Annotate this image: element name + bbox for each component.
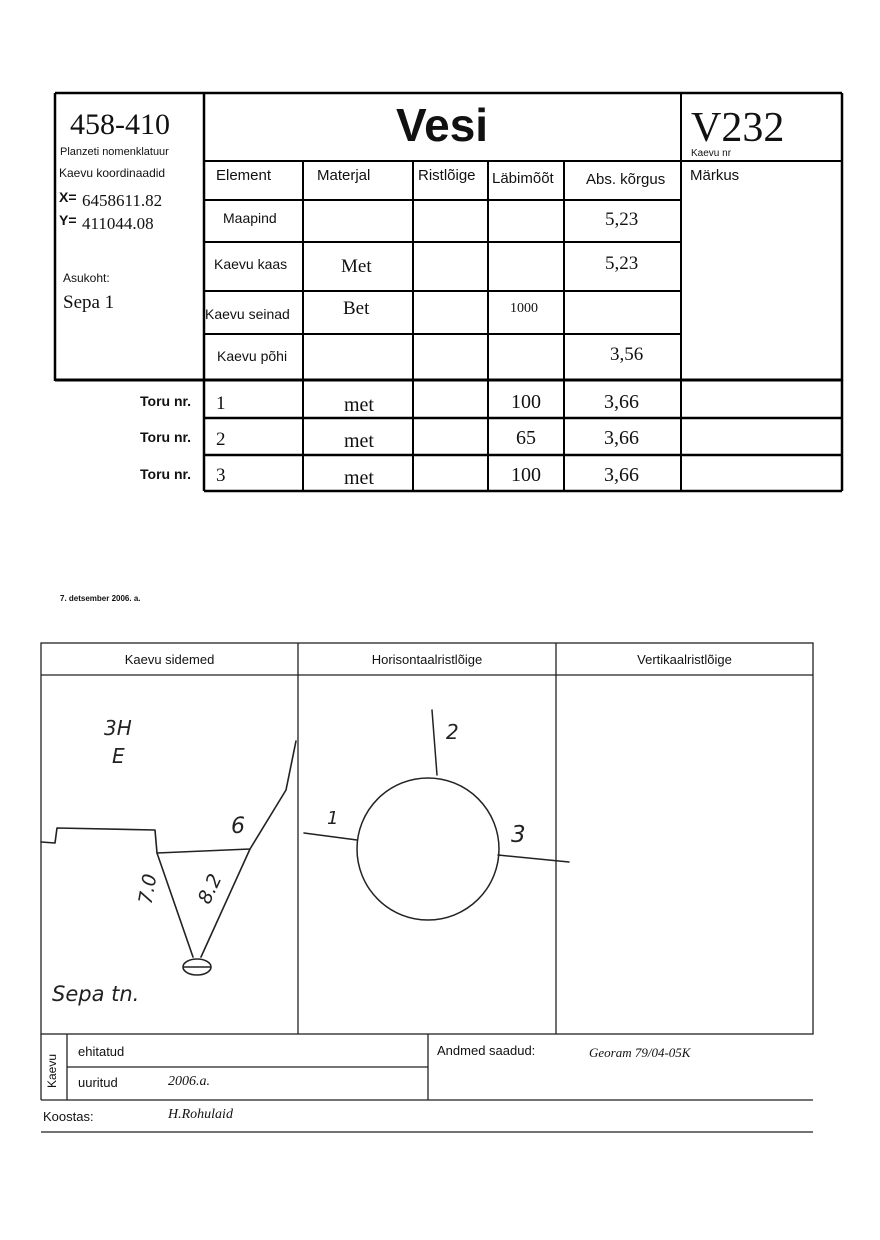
- sketch-label-pipe: 1: [327, 808, 339, 829]
- well-number-label: Kaevu nr: [691, 148, 732, 159]
- footer-source-value: Georam 79/04-05K: [589, 1045, 691, 1060]
- pipe-diameter: 65: [516, 427, 536, 449]
- well-number-value: V232: [691, 105, 785, 151]
- pipe-diameter: 100: [511, 464, 541, 486]
- footer-source-label: Andmed saadud:: [437, 1043, 536, 1058]
- sketch-label-pipe: 2: [446, 720, 459, 744]
- x-value: 6458611.82: [82, 191, 163, 210]
- pipe-height: 3,66: [604, 427, 639, 449]
- pipe-label: Toru nr.: [140, 393, 192, 409]
- sketch-label-street: Sepa tn.: [52, 982, 140, 1006]
- panel-title-horizontal-section: Horisontaalristlõige: [371, 652, 483, 667]
- col-header-material: Materjal: [317, 167, 371, 184]
- location-value: Sepa 1: [63, 292, 115, 313]
- row-height: 5,23: [605, 209, 639, 230]
- y-value: 411044.08: [82, 214, 154, 233]
- page-title: Vesi: [396, 99, 489, 151]
- sketch-label-house-sub: E: [112, 744, 125, 768]
- row-element: Kaevu seinad: [205, 306, 290, 322]
- nomenclature-value: 458-410: [70, 108, 170, 141]
- col-header-element: Element: [216, 167, 272, 184]
- sketch-label-distance: 6: [231, 814, 245, 839]
- pipe-label: Toru nr.: [140, 429, 192, 445]
- row-element: Kaevu põhi: [217, 348, 288, 364]
- nomenclature-label: Planzeti nomenklatuur: [60, 146, 169, 158]
- footer-surveyed-label: uuritud: [78, 1075, 118, 1090]
- y-label: Y=: [59, 212, 77, 228]
- pipe-material: met: [344, 394, 374, 416]
- row-height: 5,23: [605, 253, 639, 274]
- pipe-material: met: [344, 430, 374, 452]
- row-element: Maapind: [223, 210, 277, 226]
- row-material: Met: [341, 256, 372, 277]
- document-date: 7. detsember 2006. a.: [60, 594, 141, 603]
- sketch-label-house: 3H: [104, 716, 132, 740]
- x-label: X=: [59, 189, 77, 205]
- coords-label: Kaevu koordinaadid: [59, 166, 166, 180]
- row-diameter: 1000: [510, 301, 538, 316]
- panel-title-vertical-section: Vertikaalristlõige: [637, 652, 732, 667]
- pipe-material: met: [344, 467, 374, 489]
- row-material: Bet: [343, 298, 370, 319]
- row-height: 3,56: [610, 344, 644, 365]
- location-sketch: [41, 741, 296, 975]
- sketch-label-distance: 8.2: [193, 870, 227, 908]
- horizontal-section-sketch: [304, 710, 569, 920]
- pipe-number: 2: [216, 429, 226, 450]
- col-header-cross-section: Ristlõige: [418, 167, 476, 184]
- pipe-diameter: 100: [511, 391, 541, 413]
- pipe-number: 3: [216, 465, 226, 486]
- col-header-remarks: Märkus: [690, 167, 740, 184]
- footer-side-label: Kaevu: [45, 1053, 59, 1088]
- footer-compiled-label: Koostas:: [43, 1109, 94, 1124]
- footer-compiled-value: H.Rohulaid: [168, 1107, 233, 1122]
- pipe-height: 3,66: [604, 464, 639, 486]
- panel-title-connections: Kaevu sidemed: [124, 652, 215, 667]
- location-label: Asukoht:: [63, 271, 110, 285]
- pipe-height: 3,66: [604, 391, 639, 413]
- footer-surveyed-value: 2006.a.: [168, 1074, 210, 1089]
- pipe-number: 1: [216, 393, 226, 414]
- col-header-height: Abs. kõrgus: [586, 171, 666, 188]
- sketch-label-pipe: 3: [511, 822, 526, 848]
- footer-built-label: ehitatud: [78, 1044, 125, 1059]
- sketch-label-distance: 7.0: [134, 872, 162, 906]
- col-header-diameter: Läbimõõt: [492, 170, 554, 187]
- pipe-label: Toru nr.: [140, 466, 192, 482]
- row-element: Kaevu kaas: [214, 256, 288, 272]
